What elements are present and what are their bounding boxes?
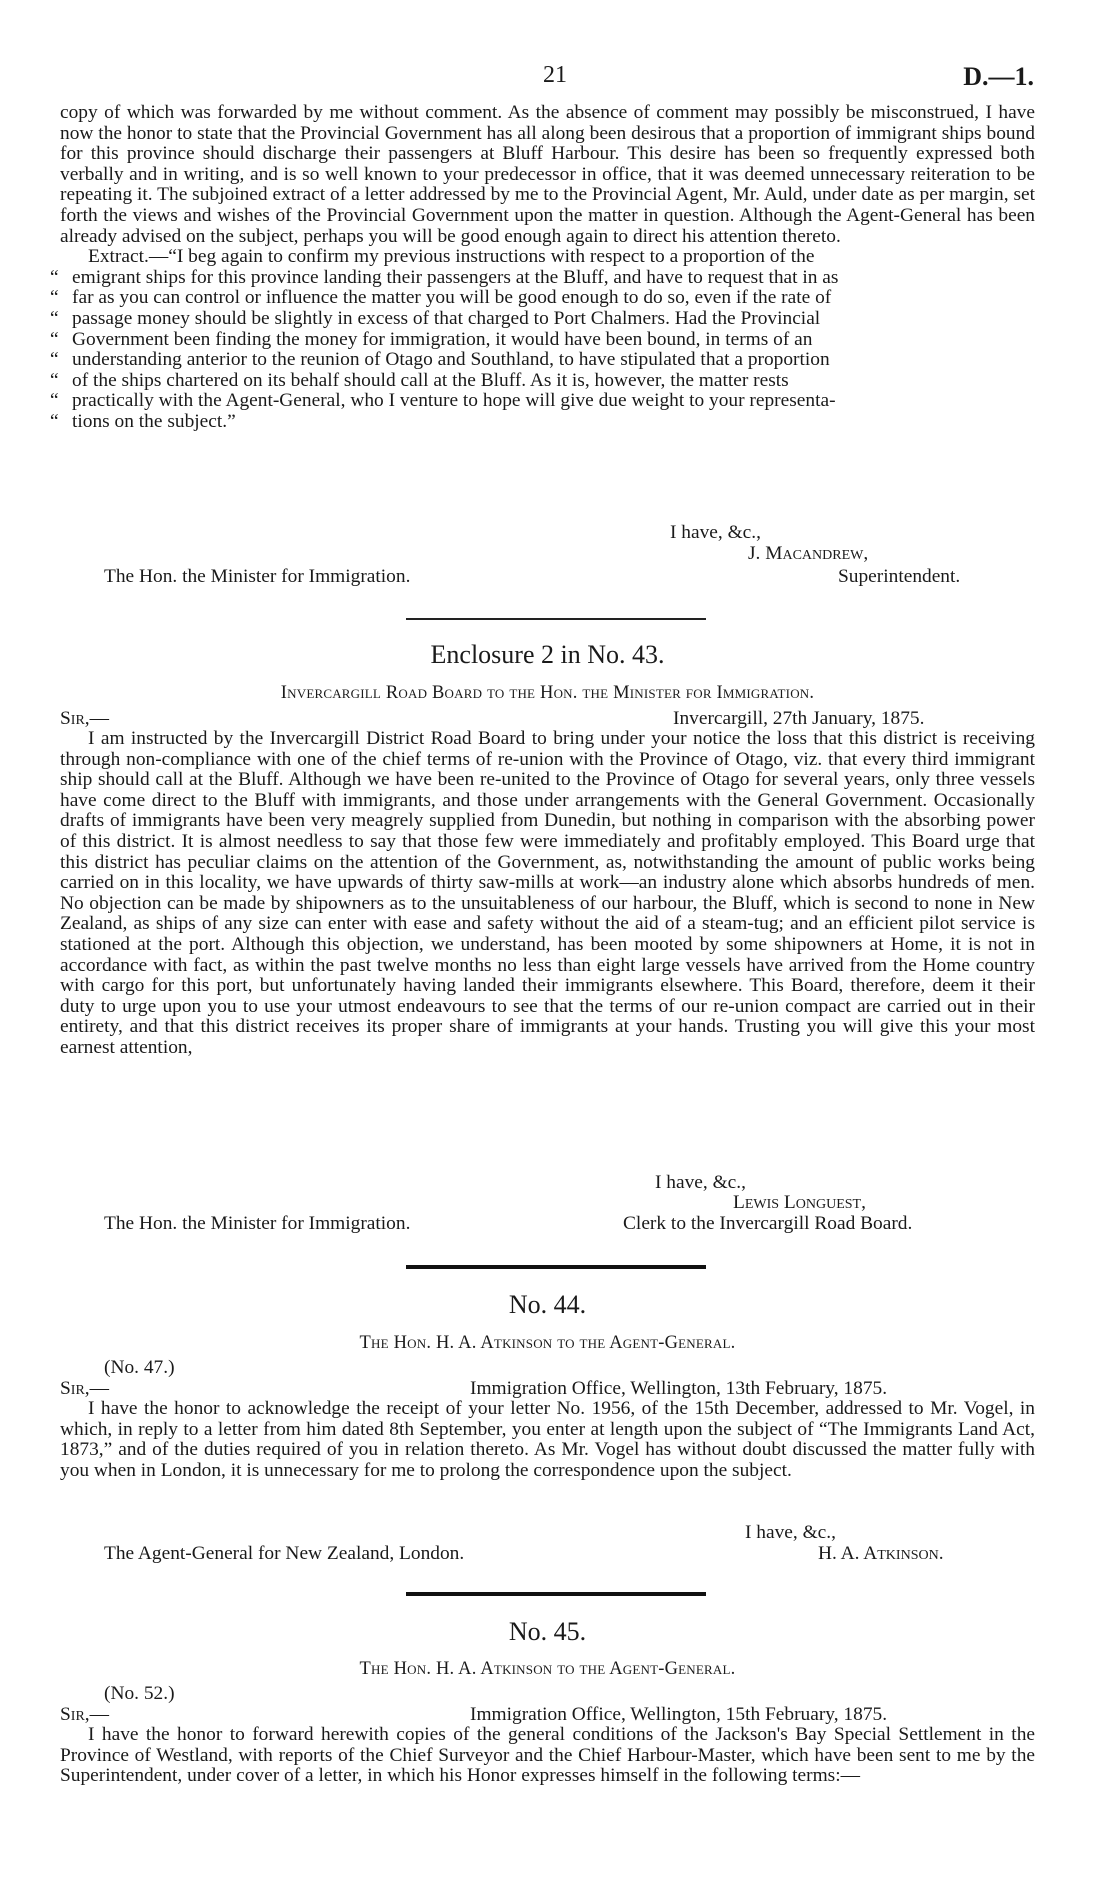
extract-quote-line: “ practically with the Agent-General, who I venture to hope will give due weight to your representa-: [50, 390, 836, 412]
letter-44-ref: (No. 47.): [104, 1357, 175, 1378]
enclosure-subtitle: Invercargill Road Board to the Hon. the Minister for Immigration.: [280, 683, 815, 703]
extract-quote-line: “ of the ships chartered on its behalf should call at the Bluff. As it is, however, the matter rests: [50, 369, 789, 391]
letter-45-subtitle: The Hon. H. A. Atkinson to the Agent-General.: [359, 1659, 736, 1679]
letter-45-place-date: Immigration Office, Wellington, 15th February, 1875.: [470, 1704, 888, 1725]
letter-45-body: [60, 1725, 1035, 1787]
divider: [406, 618, 706, 620]
document-code: D.—1.: [963, 62, 1034, 91]
extract-line: I beg again to confirm my previous instructions with respect to a proportion of the: [176, 246, 815, 268]
letter-44-salutation: Sir,—: [60, 1378, 110, 1399]
extract-quote-line: “ understanding anterior to the reunion of Otago and Southland, to have stipulated that a proportion: [50, 349, 830, 371]
extract-quote-line: “ passage money should be slightly in excess of that charged to Port Chalmers. Had the Provincial: [50, 307, 821, 329]
enclosure-addressee: The Hon. the Minister for Immigration.: [104, 1213, 411, 1234]
extract-label: Extract.—“: [88, 246, 177, 268]
letter-44-closing: I have, &c.,: [745, 1522, 836, 1543]
extract-quote-line: “ emigrant ships for this province landing their passengers at the Bluff, and have to request that in as: [50, 266, 839, 288]
section-1-addressee: The Hon. the Minister for Immigration.: [104, 566, 411, 587]
enclosure-signature-title: Clerk to the Invercargill Road Board.: [623, 1213, 913, 1234]
section-1-text: [50, 102, 1035, 433]
letter-44-addressee: The Agent-General for New Zealand, London.: [104, 1543, 465, 1564]
enclosure-title: Enclosure 2 in No. 43.: [430, 640, 665, 669]
enclosure-place-date: Invercargill, 27th January, 1875.: [673, 708, 925, 729]
section-1-closing: I have, &c.,: [670, 522, 761, 543]
section-1-signature-name: J. Macandrew,: [748, 543, 869, 564]
divider: [406, 1265, 706, 1269]
letter-44-place-date: Immigration Office, Wellington, 13th February, 1875.: [470, 1378, 888, 1399]
extract-quote-line: “ far as you can control or influence the matter you will be good enough to do so, even if the rate of: [50, 287, 832, 309]
extract-quote-line: “ Government been finding the money for immigration, it would have been bound, in terms of an: [50, 328, 813, 350]
enclosure-closing: I have, &c.,: [655, 1172, 746, 1193]
enclosure-body: [60, 729, 1035, 1059]
extract-first-line: [60, 247, 1035, 268]
letter-44-title: No. 44.: [508, 1290, 587, 1319]
section-1-signature-title: Superintendent.: [838, 566, 961, 587]
page-number: 21: [543, 62, 567, 88]
letter-45-paragraph: I have the honor to forward herewith copies of the general conditions of the Jackson's Bay Special Settlement in the Province of Westland, with reports of the Chief Surveyor and the Chief Harbour-Master, which have been sent to me by the Superintendent, under cover of a letter, in which his Honor expresses himself in the following terms:—: [60, 1724, 1035, 1787]
enclosure-signature-name: Lewis Longuest,: [733, 1192, 866, 1213]
letter-45-salutation: Sir,—: [60, 1704, 110, 1725]
letter-44-paragraph: I have the honor to acknowledge the receipt of your letter No. 1956, of the 15th December, addressed to Mr. Vogel, in which, in reply to a letter from him dated 8th September, you enter at length upon the subject of “The Immigrants Land Act, 1873,” and of the duties required of you in relation thereto. As Mr. Vogel has without doubt discussed the matter fully with you when in London, it is unnecessary for me to prolong the correspondence upon the subject.: [60, 1398, 1035, 1481]
letter-45-title: No. 45.: [508, 1617, 587, 1646]
letter-44-subtitle: The Hon. H. A. Atkinson to the Agent-General.: [359, 1333, 736, 1353]
divider: [406, 1592, 706, 1596]
enclosure-salutation: Sir,—: [60, 708, 110, 729]
letter-45-ref: (No. 52.): [104, 1683, 175, 1704]
letter-44-signature-name: H. A. Atkinson.: [818, 1543, 944, 1564]
section-1-paragraph: copy of which was forwarded by me without comment. As the absence of comment may possibly be misconstrued, I have now the honor to state that the Provincial Government has all along been desirous that a proportion of immigrant ships bound for this province should discharge their passengers at Bluff Harbour. This desire has been so frequently expressed both verbally and in writing, and is so well known to your predecessor in office, that it was deemed unnecessary reiteration to be repeating it. The subjoined extract of a letter addressed by me to the Provincial Agent, Mr. Auld, under date as per margin, set forth the views and wishes of the Provincial Government upon the matter in question. Although the Agent-General has been already advised on the subject, perhaps you will be good enough again to direct his attention thereto.: [60, 102, 1035, 247]
extract-quote-line: “ tions on the subject.”: [50, 410, 236, 432]
enclosure-paragraph: I am instructed by the Invercargill District Road Board to bring under your notice the loss that this district is receiving through non-compliance with one of the chief terms of re-union with the Province of Otago, viz. that every third immigrant ship should call at the Bluff. Although we have been re-united to the Province of Otago for several years, only three vessels have come direct to the Bluff with immigrants, and those under arrangements with the General Government. Occasionally drafts of immigrants have been very meagrely supplied from Dunedin, but nothing in comparison with the absorbing power of this district. It is almost needless to say that those few were immediately and profitably employed. This Board urge that this district has peculiar claims on the attention of the Government, as, notwithstanding the amount of public works being carried on in this locality, we have upwards of thirty saw-mills at work—an industry alone which absorbs hundreds of men. No objection can be made by shipowners as to the unsuitableness of our harbour, the Bluff, which is second to none in New Zealand, as ships of any size can enter with ease and safety without the aid of a steam-tug; and an efficient pilot service is stationed at the port. Although this objection, we understand, has been mooted by some shipowners at Home, it is not in accordance with fact, as within the past twelve months no less than eight large vessels have arrived from the Home country with cargo for this port, but unfortunately having landed their immigrants elsewhere. This Board, therefore, deem it their duty to urge upon you to use your utmost endeavours to see that the terms of our re-union compact are carried out in their entirety, and that this district receives its proper share of immigrants at your hands. Trusting you will give this your most earnest attention,: [60, 728, 1035, 1058]
letter-44-body: [60, 1399, 1035, 1481]
